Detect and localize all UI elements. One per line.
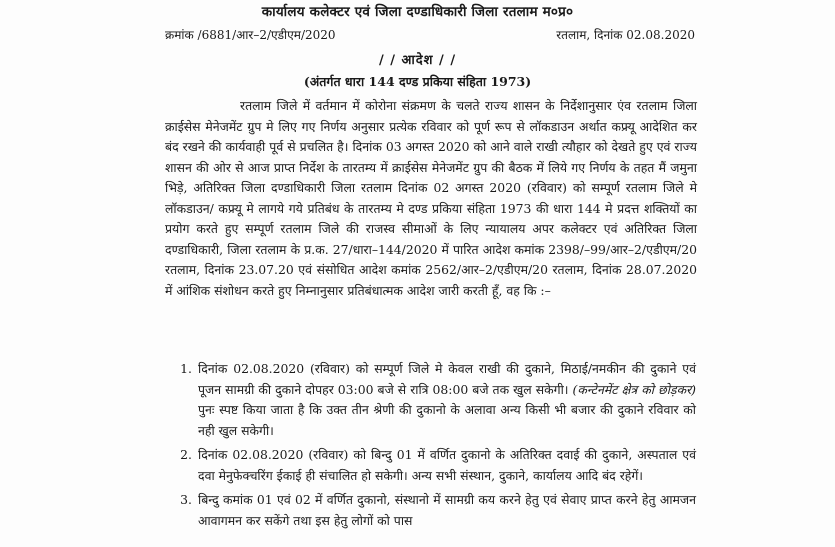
order-subtitle: (अंतर्गत धारा 144 दण्ड प्रकिया संहिता 1973) xyxy=(303,74,532,89)
item-text: दिनांक 02.08.2020 (रविवार) को बिन्दु 01 में वर्णित दुकानो के अतिरिक्त दवाई की दुकाने, अस्पताल एवं दवा मेनुफेक्चरिंग ईकाई ही संचालित हो सकेगी। अन्य सभी संस्थान, दुकाने, कार्यालय आदि बंद रहेगें। xyxy=(198,447,696,483)
list-item xyxy=(168,490,696,531)
containment-note: (कन्टेनमेंट क्षेत्र को छोड़कर) xyxy=(572,381,696,397)
item-text-part: पुनः स्पष्ट किया जाता है कि उक्त तीन श्रेणी की दुकानो के अलावा अन्य किसी भी बजार की दुकाने रविवार को नही खुल सकेगी। xyxy=(198,402,696,438)
item-text xyxy=(198,359,696,441)
office-title: कार्यालय कलेक्टर एवं जिला दण्डाधिकारी जिला रतलाम म०प्र० xyxy=(261,4,574,20)
reference-line xyxy=(165,26,695,43)
main-paragraph: रतलाम जिले में वर्तमान में कोरोना संक्रमण के चलते राज्य शासन के निर्देशानुसार एंव रतलाम जिला क्राईसेस मेनेजमेंट ग्रुप मे लिए गए निर्णय अनुसार प्रत्येक रविवार को पूर्ण रूप से लॉकडाउन अर्थात कफ्र्यू आदेशित कर बंद रखने की कार्यवाही पूर्व से प्रचलित है। दिनांक 03 अगस्त 2020 को आने वाले राखी त्यौहार को देखते हुए एवं राज्य शासन की ओर से आज प्राप्त निर्देश के तारतम्य में क्राईसेस मेनेजमेंट ग्रुप की बैठक में लिये गए निर्णय के तहत मैं जमुना भिड़े, अतिरिक्त जिला दण्डाधिकारी जिला रतलाम दिनांक 02 अगस्त 2020 (रविवार) को सम्पूर्ण रतलाम जिले मे लॉकडाउन/ कफ्र्यू मे लागये गये प्रतिबंध के तारतम्य मे दण्ड प्रकिया संहिता 1973 की धारा 144 मे प्रदत्त शक्तियों का प्रयोग करते हुए सम्पूर्ण रतलाम जिले की राजस्व सीमाओं के लिए न्यायालय अपर कलेक्टर एवं अतिरिक्त जिला दण्डाधिकारी, जिला रतलाम के प्र.क. 27/धारा–144/2020 में पारित आदेश कमांक 2398/–99/आर–2/एडीएम/20 रतलाम, दिनांक 23.07.20 एवं संसोधित आदेश कमांक 2562/आर–2/एडीएम/20 रतलाम, दिनांक 28.07.2020 में आंशिक संशोधन करते हुए निम्नानुसार प्रतिबंधात्मक आदेश जारी करती हूँ, वह कि :– xyxy=(165,98,697,298)
list-item xyxy=(168,359,696,441)
order-number: क्रमांक /6881/आर–2/एडीएम/2020 xyxy=(165,28,336,42)
order-points-list xyxy=(168,359,696,535)
item-text: बिन्दु कमांक 01 एवं 02 में वर्णित दुकानो, संस्थानो में सामग्री कय करने हेतु एवं सेवाए प्राप्त करने हेतु आमजन आवागमन कर सकेंगे तथा इस हेतु लोगों को पास xyxy=(198,492,696,528)
order-body xyxy=(165,96,697,301)
item-number: 3. xyxy=(180,492,192,507)
place-date: रतलाम, दिनांक 02.08.2020 xyxy=(556,28,695,42)
list-item xyxy=(168,445,696,486)
item-number: 1. xyxy=(180,361,192,376)
item-number: 2. xyxy=(180,447,192,462)
order-title: / / आदेश / / xyxy=(378,53,457,68)
item-text-part: दिनांक 02.08.2020 (रविवार) को सम्पूर्ण जिले मे केवल राखी की दुकाने, मिठाई/नमकीन की दुकाने एवं पूजन सामग्री की दुकाने दोपहर 03:00 बजे से रात्रि 08:00 बजे तक खुल सकेगी। xyxy=(198,361,696,397)
